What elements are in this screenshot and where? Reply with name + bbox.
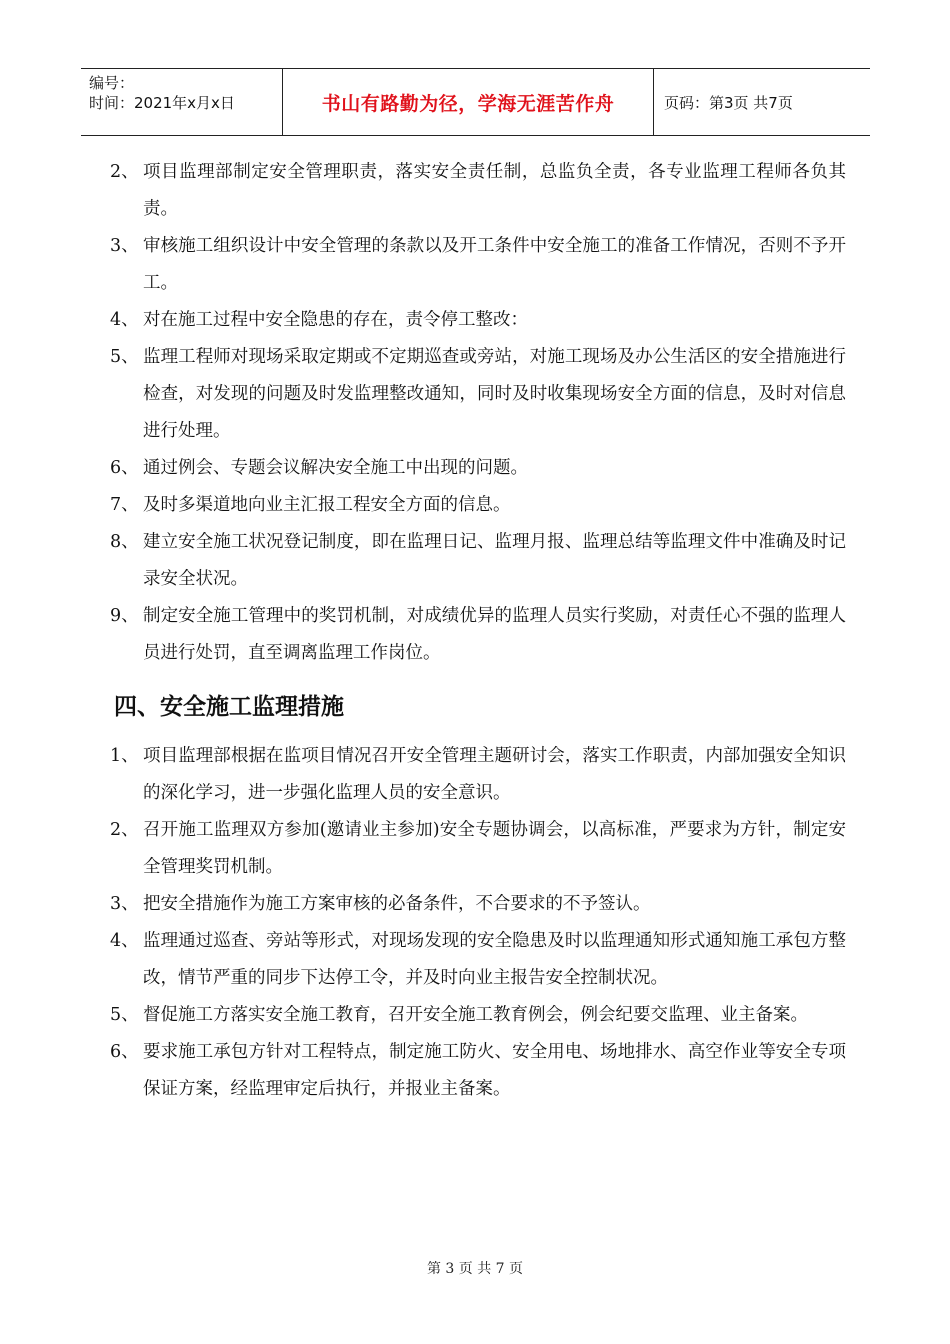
item-number: 6、 xyxy=(110,458,139,478)
list-item xyxy=(110,997,846,1034)
item-text: 审核施工组织设计中安全管理的条款以及开工条件中安全施工的准备工作情况，否则不予开工。 xyxy=(143,236,846,293)
document-body xyxy=(110,154,846,1108)
item-text: 及时多渠道地向业主汇报工程安全方面的信息。 xyxy=(143,495,511,515)
list-item xyxy=(110,487,846,524)
item-number: 5、 xyxy=(110,347,139,367)
list-item xyxy=(110,738,846,812)
item-number: 2、 xyxy=(110,820,139,840)
item-text: 制定安全施工管理中的奖罚机制，对成绩优异的监理人员实行奖励，对责任心不强的监理人员进行处罚，直至调离监理工作岗位。 xyxy=(143,606,846,663)
list-item xyxy=(110,886,846,923)
item-text: 召开施工监理双方参加(邀请业主参加)安全专题协调会，以高标准，严要求为方针，制定安全管理奖罚机制。 xyxy=(143,820,846,877)
item-number: 4、 xyxy=(110,931,139,951)
list-item xyxy=(110,923,846,997)
list-item xyxy=(110,598,846,672)
item-text: 监理工程师对现场采取定期或不定期巡查或旁站，对施工现场及办公生活区的安全措施进行检查，对发现的问题及时发监理整改通知，同时及时收集现场安全方面的信息，及时对信息进行处理。 xyxy=(143,347,846,441)
item-text: 建立安全施工状况登记制度，即在监理日记、监理月报、监理总结等监理文件中准确及时记录安全状况。 xyxy=(143,532,846,589)
document-number: 编号： xyxy=(89,74,135,92)
item-number: 7、 xyxy=(110,495,139,515)
list-item xyxy=(110,812,846,886)
list-item xyxy=(110,228,846,302)
item-number: 8、 xyxy=(110,532,139,552)
item-text: 项目监理部根据在监项目情况召开安全管理主题研讨会，落实工作职责，内部加强安全知识的深化学习，进一步强化监理人员的安全意识。 xyxy=(143,746,846,803)
list-item xyxy=(110,154,846,228)
list-item xyxy=(110,1034,846,1108)
document-date: 时间：2021年x月x日 xyxy=(89,94,235,112)
header-meta-cell xyxy=(81,69,283,135)
item-text: 要求施工承包方针对工程特点，制定施工防火、安全用电、场地排水、高空作业等安全专项保证方案，经监理审定后执行，并报业主备案。 xyxy=(143,1042,846,1099)
item-text: 项目监理部制定安全管理职责，落实安全责任制，总监负全责，各专业监理工程师各负其责。 xyxy=(143,162,846,219)
list-measures xyxy=(110,738,846,1108)
item-number: 5、 xyxy=(110,1005,139,1025)
list-item xyxy=(110,450,846,487)
item-text: 对在施工过程中安全隐患的存在，责令停工整改： xyxy=(143,310,528,330)
page-header xyxy=(81,68,870,136)
item-text: 督促施工方落实安全施工教育，召开安全施工教育例会，例会纪要交监理、业主备案。 xyxy=(143,1005,808,1025)
item-text: 通过例会、专题会议解决安全施工中出现的问题。 xyxy=(143,458,528,478)
list-responsibilities xyxy=(110,154,846,672)
list-item xyxy=(110,524,846,598)
header-page-cell xyxy=(654,69,870,135)
item-number: 3、 xyxy=(110,236,139,256)
item-number: 6、 xyxy=(110,1042,139,1062)
page-info: 页码：第3页 共7页 xyxy=(664,93,793,112)
item-number: 2、 xyxy=(110,162,139,182)
item-text: 把安全措施作为施工方案审核的必备条件，不合要求的不予签认。 xyxy=(143,894,651,914)
list-item xyxy=(110,339,846,450)
item-number: 3、 xyxy=(110,894,139,914)
list-item xyxy=(110,302,846,339)
header-motto-cell xyxy=(283,69,654,135)
item-number: 4、 xyxy=(110,310,139,330)
item-number: 1、 xyxy=(110,746,139,766)
page-footer: 第 3 页 共 7 页 xyxy=(426,1261,524,1277)
item-number: 9、 xyxy=(110,606,139,626)
item-text: 监理通过巡查、旁站等形式，对现场发现的安全隐患及时以监理通知形式通知施工承包方整改，情节严重的同步下达停工令，并及时向业主报告安全控制状况。 xyxy=(143,931,846,988)
section-heading: 四、安全施工监理措施 xyxy=(114,694,344,720)
motto: 书山有路勤为径，学海无涯苦作舟 xyxy=(321,92,615,115)
